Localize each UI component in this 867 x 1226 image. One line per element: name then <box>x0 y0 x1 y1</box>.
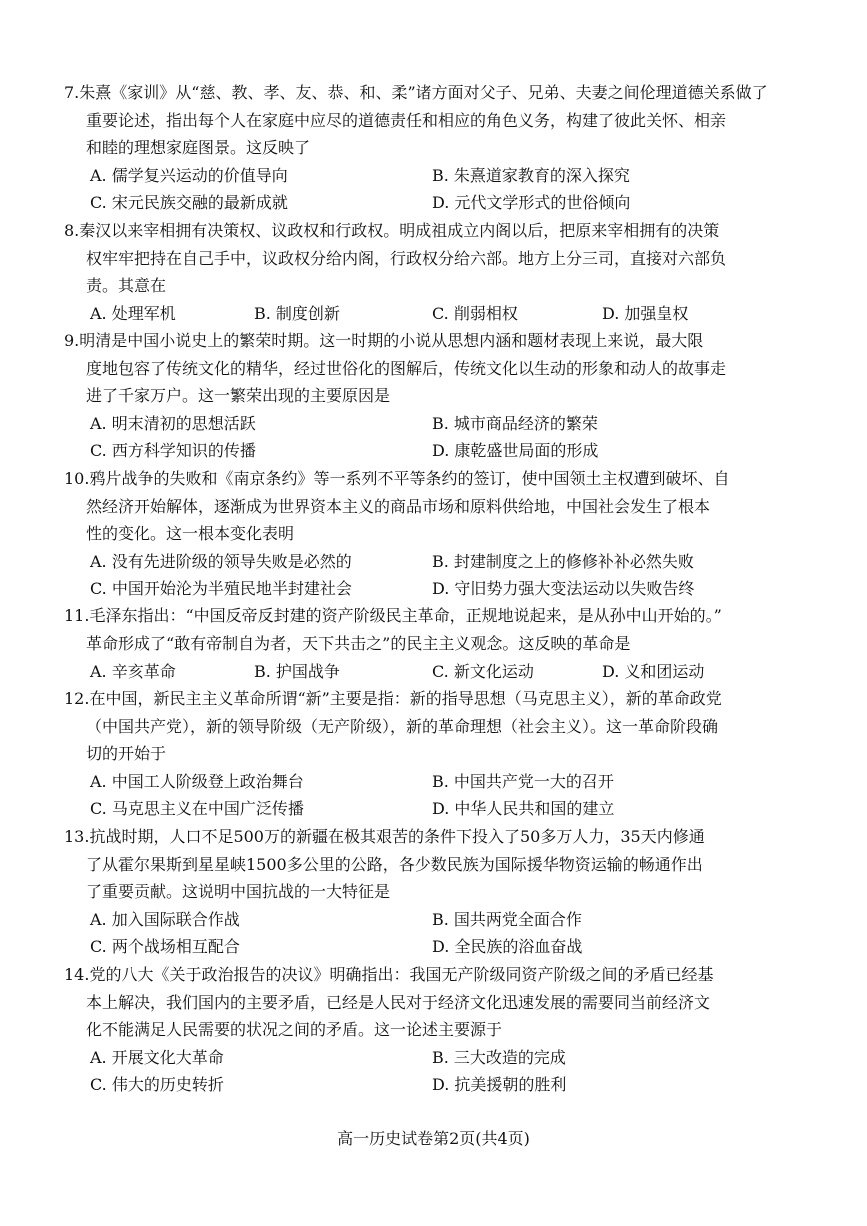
question-9-option-a: A. 明末清初的思想活跃 <box>90 414 256 433</box>
question-8-option-a: A. 处理军机 <box>90 304 176 323</box>
question-7-option-c: C. 宋元民族交融的最新成就 <box>90 193 288 212</box>
question-10-option-b: B. 封建制度之上的修修补补必然失败 <box>432 552 694 571</box>
question-11-option-d: D. 义和团运动 <box>602 662 705 681</box>
question-12-option-d: D. 中华人民共和国的建立 <box>432 799 615 818</box>
question-10-stem-line-1: 10.鸦片战争的失败和《南京条约》等一系列不平等条约的签订，使中国领土主权遭到破坏、自 <box>64 469 730 488</box>
question-11-option-b: B. 护国战争 <box>254 662 340 681</box>
question-9-stem-line-1: 9.明清是中国小说史上的繁荣时期。这一时期的小说从思想内涵和题材表现上来说，最大限 <box>64 331 704 350</box>
question-11-option-c: C. 新文化运动 <box>432 662 534 681</box>
question-10-option-c: C. 中国开始沦为半殖民地半封建社会 <box>90 579 352 598</box>
question-12-stem-line-3: 切的开始于 <box>86 744 167 763</box>
question-12-option-c: C. 马克思主义在中国广泛传播 <box>90 799 304 818</box>
question-10-stem-line-2: 然经济开始解体，逐渐成为世界资本主义的商品市场和原料供给地，中国社会发生了根本 <box>86 497 711 516</box>
question-11-option-a: A. 辛亥革命 <box>90 662 176 681</box>
question-13-option-b: B. 国共两党全面合作 <box>432 910 582 929</box>
question-7-option-b: B. 朱熹道家教育的深入探究 <box>432 166 630 185</box>
question-11-stem-line-2: 革命形成了“敢有帝制自为者，天下共击之”的民主主义观念。这反映的革命是 <box>86 634 631 653</box>
question-14-option-d: D. 抗美援朝的胜利 <box>432 1075 567 1094</box>
question-9-option-d: D. 康乾盛世局面的形成 <box>432 441 599 460</box>
question-7-stem-line-2: 重要论述，指出每个人在家庭中应尽的道德责任和相应的角色义务，构建了彼此关怀、相亲 <box>86 111 727 130</box>
question-14-stem-line-1: 14.党的八大《关于政治报告的决议》明确指出：我国无产阶级同资产阶级之间的矛盾已经基 <box>64 965 714 984</box>
question-9-option-b: B. 城市商品经济的繁荣 <box>432 414 598 433</box>
question-12-stem-line-2: （中国共产党），新的领导阶级（无产阶级），新的革命理想（社会主义）。这一革命阶段确 <box>86 717 719 736</box>
question-8-stem-line-1: 8.秦汉以来宰相拥有决策权、议政权和行政权。明成祖成立内阁以后，把原来宰相拥有的决策 <box>64 221 720 240</box>
question-7-stem-line-1: 7.朱熹《家训》从“慈、教、孝、友、恭、和、柔”诸方面对父子、兄弟、夫妻之间伦理道德关系做了 <box>64 83 768 102</box>
question-8-option-c: C. 削弱相权 <box>432 304 518 323</box>
question-8-stem-line-2: 权牢牢把持在自己手中，议政权分给内阁，行政权分给六部。地方上分三司，直接对六部负 <box>86 249 727 268</box>
question-12-option-a: A. 中国工人阶级登上政治舞台 <box>90 772 304 791</box>
question-13-option-d: D. 全民族的浴血奋战 <box>432 937 583 956</box>
question-14-option-b: B. 三大改造的完成 <box>432 1048 566 1067</box>
question-14-stem-line-3: 化不能满足人民需要的状况之间的矛盾。这一论述主要源于 <box>86 1020 503 1039</box>
question-8-option-d: D. 加强皇权 <box>602 304 689 323</box>
question-12-stem-line-1: 12.在中国，新民主主义革命所谓“新”主要是指：新的指导思想（马克思主义），新的革命政党 <box>64 689 722 708</box>
question-13-stem-line-3: 了重要贡献。这说明中国抗战的一大特征是 <box>86 882 391 901</box>
question-13-stem-line-1: 13.抗战时期，人口不足500万的新疆在极其艰苦的条件下投入了50多万人力，35天内修通 <box>64 827 705 846</box>
question-9-stem-line-2: 度地包容了传统文化的精华，经过世俗化的图解后，传统文化以生动的形象和动人的故事走 <box>86 359 727 378</box>
question-13-option-c: C. 两个战场相互配合 <box>90 937 240 956</box>
question-7-stem-line-3: 和睦的理想家庭图景。这反映了 <box>86 138 311 157</box>
question-9-option-c: C. 西方科学知识的传播 <box>90 441 256 460</box>
question-13-option-a: A. 加入国际联合作战 <box>90 910 240 929</box>
question-8-option-b: B. 制度创新 <box>254 304 340 323</box>
question-9-stem-line-3: 进了千家万户。这一繁荣出现的主要原因是 <box>86 386 391 405</box>
question-12-option-b: B. 中国共产党一大的召开 <box>432 772 614 791</box>
page-footer: 高一历史试卷第2页(共4页) <box>337 1129 530 1148</box>
question-14-option-c: C. 伟大的历史转折 <box>90 1075 224 1094</box>
question-7-option-a: A. 儒学复兴运动的价值导向 <box>90 166 288 185</box>
question-8-stem-line-3: 责。其意在 <box>86 276 167 295</box>
question-13-stem-line-2: 了从霍尔果斯到星星峡1500多公里的公路，各少数民族为国际援华物资运输的畅通作出 <box>86 855 703 874</box>
question-14-option-a: A. 开展文化大革命 <box>90 1048 224 1067</box>
question-11-stem-line-1: 11.毛泽东指出：“中国反帝反封建的资产阶级民主革命，正规地说起来，是从孙中山开始的。” <box>64 606 722 625</box>
question-7-option-d: D. 元代文学形式的世俗倾向 <box>432 193 631 212</box>
question-10-stem-line-3: 性的变化。这一根本变化表明 <box>86 524 295 543</box>
question-10-option-d: D. 守旧势力强大变法运动以失败告终 <box>432 579 695 598</box>
question-10-option-a: A. 没有先进阶级的领导失败是必然的 <box>90 552 352 571</box>
question-14-stem-line-2: 本上解决，我们国内的主要矛盾，已经是人民对于经济文化迅速发展的需要同当前经济文 <box>86 993 711 1012</box>
